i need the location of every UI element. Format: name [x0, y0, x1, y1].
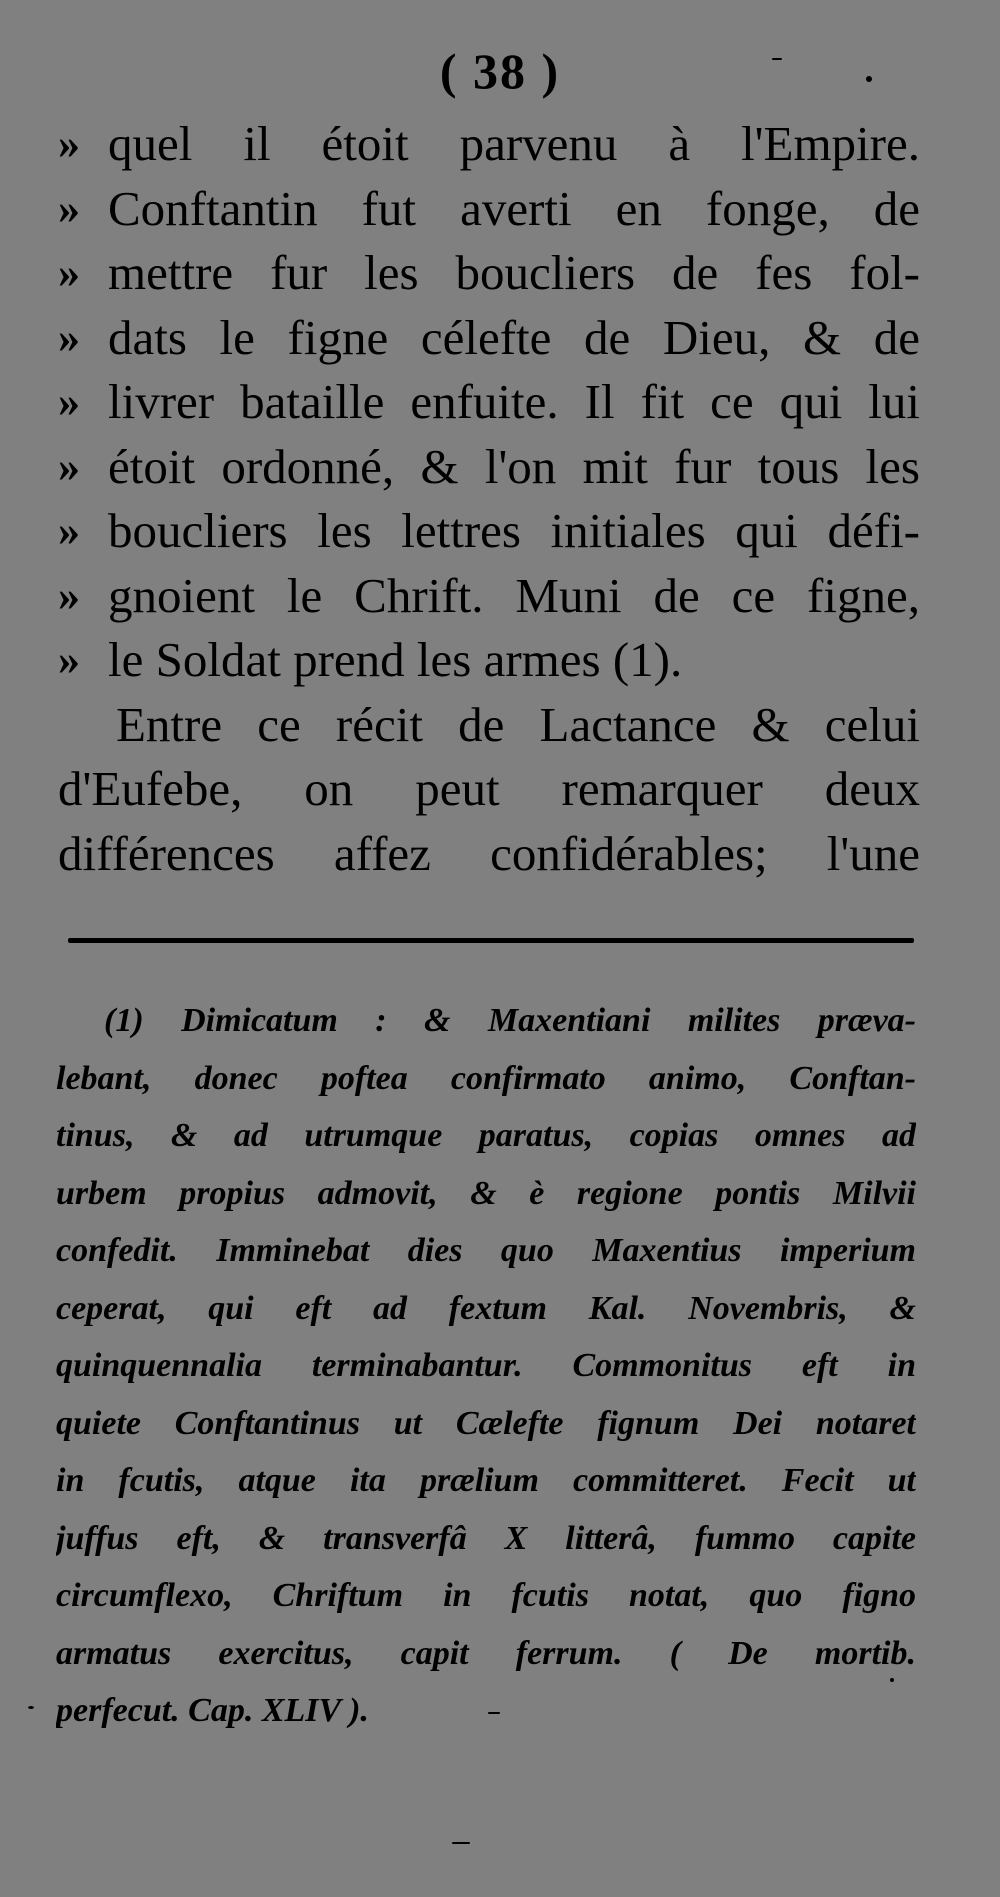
quoted-line	[58, 499, 920, 564]
footnote-line: quiete Conftantinus ut Cælefte fignum Dei notaret	[56, 1404, 916, 1442]
ink-speck	[772, 58, 782, 60]
line-text: boucliers les lettres initiales qui défi-	[108, 503, 920, 558]
footnote	[56, 992, 916, 1740]
quoted-line	[58, 177, 920, 242]
ink-speck	[890, 1678, 894, 1682]
footnote-line: ceperat, qui eft ad fextum Kal. Novembris, &	[56, 1289, 916, 1327]
footnote-line: confedit. Imminebat dies quo Maxentius imperium	[56, 1232, 916, 1269]
quote-mark: »	[58, 248, 80, 297]
footnote-line: tinus, & ad utrumque paratus, copias omnes ad	[56, 1117, 916, 1154]
quote-mark: »	[58, 377, 80, 426]
quote-mark: »	[58, 119, 80, 168]
footnote-line: in fcutis, atque ita prælium committeret. Fecit ut	[56, 1462, 916, 1499]
footnote-rule	[68, 938, 914, 943]
line-text: Conftantin fut averti en fonge, de	[108, 180, 920, 236]
quote-mark: »	[58, 635, 80, 684]
quoted-line	[58, 241, 920, 306]
quote-mark: »	[58, 312, 80, 362]
footnote-line: perfecut. Cap. XLIV ).	[56, 1692, 369, 1729]
ink-speck	[28, 1706, 34, 1709]
footnote-line: urbem propius admovit, & è regione pontis Milvii	[56, 1174, 916, 1212]
paragraph-line	[58, 822, 920, 887]
line-text: mettre fur les boucliers de fes fol-	[108, 245, 920, 300]
footnote-line: juffus eft, & transverfâ X litterâ, fummo capite	[56, 1519, 916, 1557]
quote-mark: »	[58, 506, 80, 555]
line-text: quel il étoit parvenu à l'Empire.	[108, 116, 920, 171]
quoted-line	[58, 435, 920, 500]
line-text: dats le figne célefte de Dieu, & de	[108, 309, 920, 365]
ink-speck	[866, 76, 872, 82]
line-text: gnoient le Chrift. Muni de ce figne,	[108, 567, 920, 623]
quote-mark: »	[58, 183, 80, 233]
paragraph-line	[58, 757, 920, 822]
quoted-line	[58, 564, 920, 629]
footnote-line: circumflexo, Chriftum in fcutis notat, quo figno	[56, 1577, 916, 1614]
main-text	[58, 112, 920, 886]
quoted-line	[58, 370, 920, 435]
line-text: étoit ordonné, & l'on mit fur tous les	[108, 438, 920, 494]
ink-speck	[488, 1712, 500, 1714]
ink-speck	[452, 1842, 470, 1844]
line-text: d'Eufebe, on peut remarquer deux	[58, 761, 920, 816]
line-text: Entre ce récit de Lactance & celui	[116, 696, 920, 752]
quote-mark: »	[58, 570, 80, 620]
footnote-line: quinquennalia terminabantur. Commonitus eft in	[56, 1347, 916, 1384]
line-text: le Soldat prend les armes (1).	[108, 632, 683, 687]
quote-mark: »	[58, 441, 80, 491]
quoted-line	[58, 306, 920, 371]
line-text: livrer bataille enfuite. Il fit ce qui lui	[108, 374, 920, 429]
footnote-line: armatus exercitus, capit ferrum. ( De mortib.	[56, 1634, 916, 1672]
page-number: ( 38 )	[439, 43, 561, 99]
paragraph-line	[58, 693, 920, 758]
line-text: différences affez confidérables; l'une	[58, 825, 920, 881]
footnote-line: (1) Dimicatum : & Maxentiani milites præva-	[104, 1002, 916, 1039]
footnote-line: lebant, donec poftea confirmato animo, Conftan-	[56, 1059, 916, 1097]
quoted-line	[58, 112, 920, 177]
quoted-line	[58, 628, 920, 693]
